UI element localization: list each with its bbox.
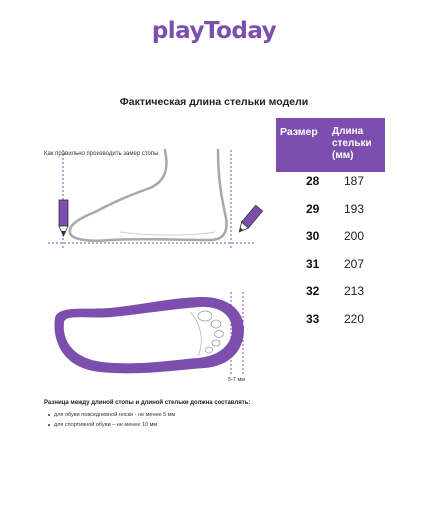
bullet-icon (48, 424, 50, 426)
length-cell: 193 (344, 201, 365, 216)
size-table-header (276, 118, 385, 172)
column-header-length: Длина стельки (мм) (332, 126, 372, 161)
measure-note: Как правильно производить замер стопы (44, 151, 159, 157)
list-item: для спортивной обуви – не менее 10 мм (48, 420, 175, 430)
pencil-icon (59, 200, 68, 236)
table-row (276, 312, 385, 340)
length-cell: 207 (344, 256, 365, 271)
size-cell: 33 (306, 311, 320, 326)
column-header-size: Размер (280, 126, 318, 138)
pencil-icon (236, 205, 263, 235)
size-table-body (276, 174, 385, 339)
difference-list (48, 410, 175, 430)
difference-title: Разница между длиной стопы и длиной стельки должна составлять: (44, 400, 251, 406)
size-cell: 32 (306, 284, 320, 298)
length-cell: 200 (344, 229, 365, 243)
list-item: для обуви повседневной носки - не менее 5 мм (48, 410, 175, 420)
size-cell: 31 (306, 256, 320, 271)
table-row (276, 202, 385, 230)
foot-side-icon (70, 150, 227, 241)
table-row (276, 284, 385, 312)
page-title: Фактическая длина стельки модели (119, 96, 309, 108)
table-row (276, 257, 385, 285)
table-row (276, 174, 385, 202)
brand-logo: playToday (151, 18, 277, 44)
length-cell: 220 (344, 311, 365, 326)
length-cell: 213 (344, 284, 365, 298)
size-cell: 29 (306, 201, 320, 216)
table-row (276, 229, 385, 257)
bullet-icon (48, 414, 50, 416)
gap-label: 5-7 мм (228, 377, 246, 383)
insole-icon (55, 297, 244, 373)
size-cell: 30 (306, 229, 320, 243)
length-cell: 187 (344, 174, 365, 188)
size-cell: 28 (306, 174, 320, 188)
